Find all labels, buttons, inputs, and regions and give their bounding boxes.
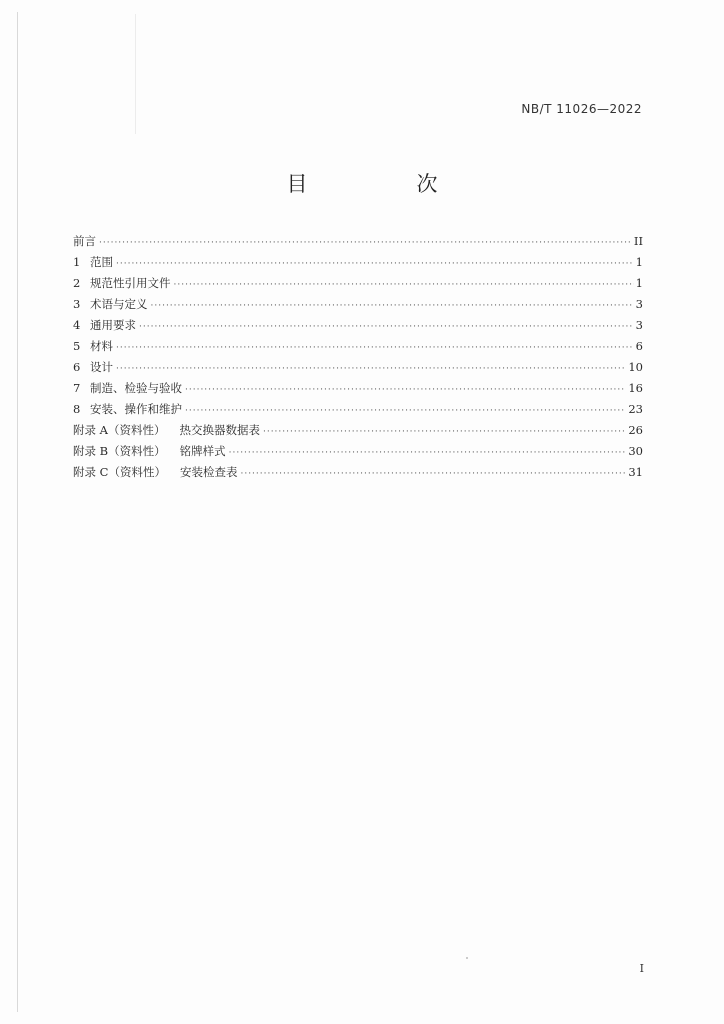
toc-entry-label: 范围 [90, 255, 113, 269]
dot-leader [116, 364, 626, 374]
dot-leader [116, 259, 634, 269]
toc-entry-label: 规范性引用文件 [90, 276, 171, 290]
toc-entry-page: 10 [628, 360, 643, 374]
toc-appendix-title: 安装检查表 [179, 465, 238, 479]
toc-entry-label: 术语与定义 [90, 297, 148, 311]
toc-entry-page: 1 [635, 255, 643, 269]
toc-appendix-title: 铭牌样式 [179, 444, 226, 458]
toc-entry-label: 制造、检验与验收 [90, 381, 182, 395]
toc-entry-scope[interactable] [73, 254, 643, 275]
toc-entry-number: 2 [73, 276, 81, 290]
dot-leader [185, 385, 626, 395]
dot-leader [99, 238, 632, 248]
toc-entry-number: 1 [73, 255, 81, 269]
dot-leader [185, 406, 626, 416]
toc-entry-page: 3 [635, 318, 643, 332]
toc-entry-foreword[interactable] [73, 233, 643, 254]
toc-entry-materials[interactable] [73, 338, 643, 359]
toc-entry-page: 1 [635, 276, 643, 290]
toc-entry-page: 23 [628, 402, 643, 416]
dot-leader [174, 280, 634, 290]
scan-artifact-line [135, 14, 136, 134]
toc-entry-page: 30 [628, 444, 643, 458]
toc-entry-number: 8 [73, 402, 81, 416]
dot-leader [240, 469, 626, 479]
toc-entry-label: 材料 [90, 339, 113, 353]
toc-entry-appendix-a[interactable] [73, 422, 643, 443]
toc-entry-appendix-c[interactable] [73, 464, 643, 485]
toc-entry-page: 31 [628, 465, 643, 479]
toc-entry-number: 6 [73, 360, 81, 374]
toc-entry-page: II [633, 234, 643, 248]
toc-appendix-title: 热交换器数据表 [179, 423, 260, 437]
toc-entry-number: 3 [73, 297, 81, 311]
toc-entry-terms-definitions[interactable] [73, 296, 643, 317]
dot-leader [116, 343, 634, 353]
toc-entry-label: 通用要求 [90, 318, 136, 332]
toc-entry-page: 3 [635, 297, 643, 311]
scan-speck [466, 957, 468, 959]
toc-entry-appendix-b[interactable] [73, 443, 643, 464]
scan-edge-line [17, 12, 18, 1012]
toc-entry-number: 4 [73, 318, 81, 332]
toc-entry-page: 6 [635, 339, 643, 353]
toc-entry-page: 16 [628, 381, 643, 395]
toc-title: 目 次 [286, 172, 482, 196]
page-number: I [639, 962, 644, 975]
toc-entry-design[interactable] [73, 359, 643, 380]
toc-entry-label: 设计 [90, 360, 113, 374]
toc-entry-general-requirements[interactable] [73, 317, 643, 338]
dot-leader [229, 448, 627, 458]
toc-entry-normative-references[interactable] [73, 275, 643, 296]
toc-entry-page: 26 [628, 423, 643, 437]
toc-entry-label: 安装、操作和维护 [90, 402, 182, 416]
dot-leader [151, 301, 634, 311]
table-of-contents [73, 233, 643, 485]
toc-entry-label: 附录 A（资料性） [73, 423, 166, 437]
toc-entry-number: 7 [73, 381, 81, 395]
toc-entry-installation-operation[interactable] [73, 401, 643, 422]
dot-leader [263, 427, 626, 437]
dot-leader [139, 322, 634, 332]
toc-entry-number: 5 [73, 339, 81, 353]
toc-entry-label: 前言 [73, 234, 96, 248]
toc-entry-label: 附录 C（资料性） [73, 465, 166, 479]
toc-entry-manufacturing-inspection[interactable] [73, 380, 643, 401]
standard-number: NB/T 11026—2022 [521, 102, 642, 116]
toc-entry-label: 附录 B（资料性） [73, 444, 166, 458]
